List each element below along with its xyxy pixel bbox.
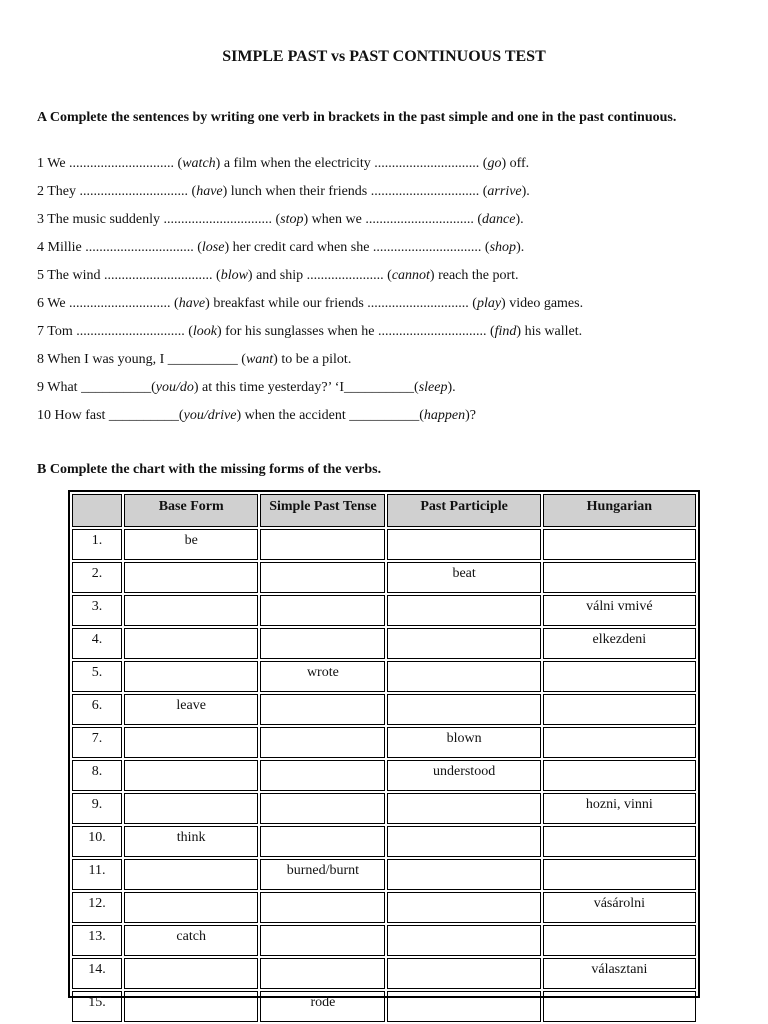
base-form-cell	[124, 727, 258, 758]
sentence-text: 1 We .............................. (	[37, 156, 183, 171]
hungarian-cell: válni vmivé	[543, 595, 696, 626]
row-number: 11.	[72, 859, 122, 890]
sentence-text: 6 We ............................. (	[37, 296, 179, 311]
row-number: 12.	[72, 892, 122, 923]
row-number: 2.	[72, 562, 122, 593]
base-form-cell	[124, 793, 258, 824]
sentence-text: 2 They ............................... (	[37, 184, 197, 199]
past-participle-cell	[387, 661, 540, 692]
sentence-text: ) when the accident __________(	[236, 408, 424, 423]
hungarian-cell	[543, 562, 696, 593]
table-row	[72, 793, 696, 824]
sentence-text: ).	[516, 240, 525, 255]
verb-hint: you/drive	[183, 408, 237, 423]
verb-forms-chart	[68, 490, 700, 1010]
row-number: 3.	[72, 595, 122, 626]
simple-past-cell: burned/burnt	[260, 859, 385, 890]
sentence-text: ) reach the port.	[429, 268, 519, 283]
chart-body	[72, 529, 696, 1022]
simple-past-cell	[260, 628, 385, 659]
past-participle-cell: understood	[387, 760, 540, 791]
simple-past-cell	[260, 826, 385, 857]
header-base-form: Base Form	[124, 494, 258, 527]
chart-header-row	[72, 494, 696, 527]
row-number: 5.	[72, 661, 122, 692]
hungarian-cell	[543, 925, 696, 956]
header-simple-past: Simple Past Tense	[260, 494, 385, 527]
table-row	[72, 826, 696, 857]
simple-past-cell	[260, 892, 385, 923]
verb-hint: want	[245, 352, 274, 367]
section-b-heading: B Complete the chart with the missing forms of the verbs.	[37, 462, 382, 477]
table-row	[72, 760, 696, 791]
sentence-text: ) and ship ...................... (	[247, 268, 392, 283]
sentence-text: ) to be a pilot.	[273, 352, 352, 367]
simple-past-cell	[260, 595, 385, 626]
sentence-text: ) lunch when their friends ............................... (	[222, 184, 488, 199]
hungarian-cell	[543, 727, 696, 758]
sentence-text: 10 How fast __________(	[37, 408, 184, 423]
header-hungarian: Hungarian	[543, 494, 696, 527]
sentence-7	[37, 323, 582, 341]
base-form-cell: think	[124, 826, 258, 857]
table-row	[72, 562, 696, 593]
verb-hint: find	[494, 324, 517, 339]
sentence-text: ) breakfast while our friends ............................. (	[205, 296, 477, 311]
simple-past-cell	[260, 562, 385, 593]
table-row	[72, 892, 696, 923]
sentence-text: ).	[447, 380, 456, 395]
verb-hint: shop	[489, 240, 517, 255]
base-form-cell	[124, 595, 258, 626]
hungarian-cell	[543, 694, 696, 725]
simple-past-cell	[260, 529, 385, 560]
verb-hint: play	[476, 296, 502, 311]
verb-hint: blow	[220, 268, 248, 283]
verb-hint: cannot	[391, 268, 430, 283]
simple-past-cell	[260, 760, 385, 791]
sentence-text: ) off.	[501, 156, 530, 171]
row-number: 1.	[72, 529, 122, 560]
row-number: 13.	[72, 925, 122, 956]
hungarian-cell	[543, 760, 696, 791]
verb-hint: you/do	[155, 380, 194, 395]
past-participle-cell	[387, 991, 540, 1022]
row-number: 10.	[72, 826, 122, 857]
sentence-text: ) a film when the electricity .............................. (	[215, 156, 488, 171]
sentence-9	[37, 379, 456, 397]
simple-past-cell	[260, 925, 385, 956]
base-form-cell	[124, 562, 258, 593]
sentence-text: 3 The music suddenly ............................... (	[37, 212, 281, 227]
base-form-cell: catch	[124, 925, 258, 956]
verb-hint: lose	[201, 240, 225, 255]
sentence-text: ) at this time yesterday?’ ‘I__________(	[193, 380, 419, 395]
verb-hint: go	[487, 156, 502, 171]
table-row	[72, 628, 696, 659]
row-number: 15.	[72, 991, 122, 1022]
sentence-text: ) her credit card when she ............................... (	[224, 240, 490, 255]
past-participle-cell	[387, 529, 540, 560]
sentence-1	[37, 155, 529, 173]
simple-past-cell	[260, 958, 385, 989]
sentence-5	[37, 267, 519, 285]
hungarian-cell: választani	[543, 958, 696, 989]
past-participle-cell	[387, 628, 540, 659]
page-title: SIMPLE PAST vs PAST CONTINUOUS TEST	[222, 48, 546, 65]
base-form-cell: leave	[124, 694, 258, 725]
sentence-text: 7 Tom ............................... (	[37, 324, 193, 339]
table-row	[72, 727, 696, 758]
base-form-cell	[124, 892, 258, 923]
simple-past-cell: rode	[260, 991, 385, 1022]
past-participle-cell	[387, 826, 540, 857]
sentence-text: 5 The wind ............................... (	[37, 268, 221, 283]
sentence-3	[37, 211, 524, 229]
base-form-cell: be	[124, 529, 258, 560]
verb-hint: happen	[423, 408, 466, 423]
hungarian-cell	[543, 826, 696, 857]
simple-past-cell	[260, 727, 385, 758]
row-number: 9.	[72, 793, 122, 824]
section-a-heading: A Complete the sentences by writing one verb in brackets in the past simple and one in the past continuous.	[37, 110, 677, 125]
hungarian-cell	[543, 991, 696, 1022]
simple-past-cell	[260, 694, 385, 725]
sentence-text: 8 When I was young, I __________ (	[37, 352, 246, 367]
base-form-cell	[124, 859, 258, 890]
sentence-6	[37, 295, 583, 313]
table-row	[72, 859, 696, 890]
simple-past-cell	[260, 793, 385, 824]
header-past-participle: Past Participle	[387, 494, 540, 527]
sentence-4	[37, 239, 524, 257]
past-participle-cell	[387, 958, 540, 989]
table-row	[72, 958, 696, 989]
hungarian-cell: elkezdeni	[543, 628, 696, 659]
base-form-cell	[124, 661, 258, 692]
table-row	[72, 529, 696, 560]
row-number: 8.	[72, 760, 122, 791]
table-row	[72, 991, 696, 1022]
sentence-2	[37, 183, 530, 201]
base-form-cell	[124, 991, 258, 1022]
sentence-text: ) for his sunglasses when he ............................... (	[216, 324, 495, 339]
table-row	[72, 694, 696, 725]
past-participle-cell	[387, 925, 540, 956]
sentence-text: ).	[521, 184, 530, 199]
past-participle-cell	[387, 859, 540, 890]
simple-past-cell: wrote	[260, 661, 385, 692]
sentence-10	[37, 407, 476, 425]
sentence-text: 9 What __________(	[37, 380, 156, 395]
past-participle-cell: blown	[387, 727, 540, 758]
row-number: 14.	[72, 958, 122, 989]
verb-hint: look	[192, 324, 217, 339]
verb-hint: arrive	[487, 184, 522, 199]
row-number: 6.	[72, 694, 122, 725]
sentence-text: ).	[515, 212, 524, 227]
verb-hint: dance	[482, 212, 516, 227]
hungarian-cell	[543, 859, 696, 890]
past-participle-cell: beat	[387, 562, 540, 593]
row-number: 4.	[72, 628, 122, 659]
row-number: 7.	[72, 727, 122, 758]
hungarian-cell: vásárolni	[543, 892, 696, 923]
sentence-8	[37, 351, 351, 369]
base-form-cell	[124, 760, 258, 791]
past-participle-cell	[387, 892, 540, 923]
hungarian-cell: hozni, vinni	[543, 793, 696, 824]
sentence-text: )?	[465, 408, 476, 423]
sentence-text: ) when we ............................... (	[303, 212, 482, 227]
past-participle-cell	[387, 595, 540, 626]
sentence-text: ) his wallet.	[516, 324, 583, 339]
table-row	[72, 661, 696, 692]
verb-hint: sleep	[418, 380, 448, 395]
verb-hint: watch	[182, 156, 216, 171]
past-participle-cell	[387, 694, 540, 725]
table-row	[72, 595, 696, 626]
sentence-text: 4 Millie ............................... (	[37, 240, 202, 255]
sentence-text: ) video games.	[501, 296, 584, 311]
past-participle-cell	[387, 793, 540, 824]
base-form-cell	[124, 958, 258, 989]
base-form-cell	[124, 628, 258, 659]
header-number	[72, 494, 122, 527]
table-row	[72, 925, 696, 956]
hungarian-cell	[543, 529, 696, 560]
verb-hint: stop	[280, 212, 304, 227]
verb-hint: have	[196, 184, 223, 199]
verb-hint: have	[178, 296, 206, 311]
hungarian-cell	[543, 661, 696, 692]
